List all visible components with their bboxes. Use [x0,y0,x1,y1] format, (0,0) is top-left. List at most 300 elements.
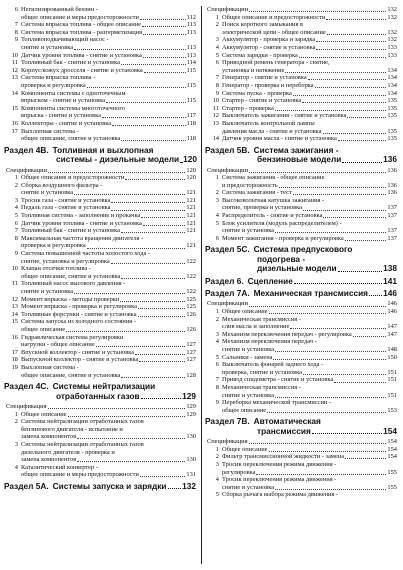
toc-entry[interactable] [4,250,196,258]
leader-dots [143,225,186,226]
page-number: 136 [387,189,397,197]
leader-dots [326,19,386,20]
page-number: 121 [186,212,196,220]
entry-title: Системы нейтрализации отработанных газов [21,418,144,426]
entry-title: Поиск короткого замыкания в [222,21,304,29]
page-number: 154 [383,425,397,436]
toc-entry[interactable] [4,456,196,464]
entry-number: 9 [215,89,219,97]
section-title-cont: трансмиссия [257,425,311,436]
entry-number: 15 [11,318,18,326]
toc-entry[interactable] [4,334,196,342]
section-title-cont: системы - дизельные модели [56,154,180,165]
toc-entry[interactable] [4,112,196,120]
page-number: 126 [186,325,196,333]
section-heading[interactable] [205,245,397,273]
page-number: 151 [387,391,397,399]
entry-title: Тросик газа - снятие и установка [21,196,111,204]
entry-number: 19 [11,363,18,371]
leader-dots [308,79,387,80]
leader-dots [312,433,382,434]
toc-entry[interactable] [4,403,196,411]
page-number: 121 [186,219,196,227]
entry-number: 13 [11,74,18,82]
section-heading[interactable] [4,382,196,401]
toc-entry[interactable] [4,449,196,457]
toc-entry[interactable] [4,273,196,281]
entry-number: 16 [11,333,18,341]
toc-entry[interactable] [205,235,397,243]
toc-entry[interactable] [4,189,196,197]
toc-entry[interactable] [205,197,397,205]
leader-dots [111,202,185,203]
leader-dots [290,328,386,329]
toc-entry[interactable] [4,197,196,205]
page-number: 126 [186,310,196,318]
entry-title: Распределитель - снятие и установка [222,212,323,220]
entry-number: 5 [14,212,18,220]
page-number: 130 [186,433,196,441]
leader-dots [68,416,186,417]
toc-entry[interactable] [4,105,196,113]
page-number: 147 [387,323,397,331]
toc-left-column [4,6,196,493]
entry-title: общее описание, снятие и установка [21,371,121,379]
entry-title: Системы нейтрализации отработанных газов [21,440,144,448]
entry-number: 10 [11,51,18,59]
toc-entry[interactable] [205,384,397,392]
toc-entry[interactable] [205,361,397,369]
page-number: 133 [387,51,397,59]
section-title: Системы запуска и зарядки [52,480,167,491]
entry-title: Выключатель фонарей заднего хода - [222,361,324,369]
toc-entry[interactable] [205,300,397,308]
entry-title: Стартер - проверка [222,104,274,112]
toc-entry[interactable] [4,318,196,326]
page-number: 132 [387,36,397,44]
page-number: 122 [186,288,196,295]
entry-number: 4 [215,43,219,51]
entry-title: Система запуска из холодного состояния - [21,318,136,326]
entry-title: проверка, снятие и установка [222,368,302,376]
entry-title: Механическая трансмиссия - [222,315,301,323]
leader-dots [180,162,182,163]
entry-number: 15 [11,104,18,112]
toc-entry[interactable] [205,453,397,461]
entry-title: Топливоподкачивающий насос - [21,36,109,44]
entry-number: 7 [215,74,219,82]
entry-number: 4 [215,476,219,484]
toc-entry[interactable] [205,308,397,316]
leader-dots [256,474,386,475]
leader-dots [275,489,386,490]
heading-line [205,289,397,298]
entry-title: Сальники - замена [222,353,273,361]
page-number: 122 [186,257,196,265]
toc-entry[interactable] [4,174,196,182]
toc-entry[interactable] [205,44,397,52]
toc-entry[interactable] [205,407,397,415]
toc-entry[interactable] [4,349,196,357]
entry-number: 7 [14,21,18,29]
page-number: 150 [387,353,397,361]
entry-title: Приводной ремень генератора - снятие, [222,59,330,67]
heading-line [205,264,397,273]
toc-entry[interactable] [4,296,196,304]
leader-dots [275,397,386,398]
entry-number: 4 [14,463,18,471]
toc-entry[interactable] [4,120,196,128]
toc-entry[interactable] [4,167,196,175]
entry-title: дизельного двигателя - проверка и [21,448,115,456]
entry-title: Спецификации [207,6,249,13]
entry-title: слив масла и заполнение [222,323,290,331]
toc-entry[interactable] [205,167,397,175]
toc-entry[interactable] [4,258,196,266]
leader-dots [338,271,383,272]
section-title-cont: бензиновые модели [257,154,342,165]
toc-entry[interactable] [4,97,196,105]
toc-entry[interactable] [205,484,397,492]
entry-title: Система впрыска топлива - разгерметизация [21,28,143,36]
entry-number: 9 [215,399,219,407]
page-number: 135 [387,135,397,143]
toc-entry[interactable] [4,212,196,220]
leader-dots [345,240,387,241]
entry-number: 12 [212,112,219,120]
entry-title: Топливный бак - снятие и установка [21,59,120,67]
entry-number: 14 [11,310,18,318]
entry-number: 3 [215,36,219,44]
leader-dots [142,26,186,27]
entry-number: 6 [215,59,219,67]
entry-title: Спецификации [207,166,249,174]
entry-title: проверка и регулировка [21,242,86,250]
entry-title: Момент зажигания - проверка и регулировка [222,234,344,242]
toc-entry[interactable] [4,74,196,82]
leader-dots [342,162,382,163]
toc-entry[interactable] [4,52,196,60]
leader-dots [111,263,186,264]
section-label: Раздел 5А. [4,480,49,491]
section-label: Раздел 5С. [205,244,250,255]
toc-entry[interactable] [205,438,397,446]
page-number: 121 [186,196,196,204]
toc-entry[interactable] [205,67,397,75]
toc-entry[interactable] [4,356,196,364]
entry-number: 18 [11,356,18,364]
entry-title: снятие и установка [222,227,275,235]
page-number: 148 [387,346,397,354]
leader-dots [293,95,387,96]
toc-entry[interactable] [205,476,397,484]
entry-number: 1 [215,308,219,316]
entry-title: Переборка механической трансмиссии - [222,399,332,407]
toc-entry[interactable] [205,29,397,37]
page-number: 134 [387,74,397,82]
entry-number: 9 [14,250,18,258]
toc-entry[interactable] [4,6,196,14]
entry-title: снятие и установка [21,288,74,295]
toc-entry[interactable] [205,204,397,212]
toc-entry[interactable] [4,135,196,143]
entry-number: 3 [14,196,18,204]
toc-entry[interactable] [4,280,196,288]
entry-number: 3 [215,330,219,338]
section-heading[interactable] [205,289,397,298]
page-number: 113 [186,21,196,29]
toc-entry[interactable] [4,59,196,67]
toc-entry[interactable] [4,433,196,441]
leader-dots [249,306,386,307]
entry-title: Система впрыска топлива - общее описание [21,21,141,29]
page-number: 128 [186,371,196,379]
toc-entry[interactable] [4,426,196,434]
page-number: 127 [186,341,196,349]
page-number: 151 [387,376,397,384]
leader-dots [140,19,186,20]
toc-entry[interactable] [4,90,196,98]
section-label: Раздел 7А. [205,288,250,299]
entry-title: Момент впрыска - проверка и регулировка [21,303,137,311]
leader-dots [77,461,185,462]
toc-entry[interactable] [4,82,196,90]
toc-entry[interactable] [205,128,397,136]
page-number: 136 [383,154,397,165]
toc-entry[interactable] [205,90,397,98]
toc-entry[interactable] [4,67,196,75]
toc-entry[interactable] [205,399,397,407]
entry-number: 16 [11,119,18,127]
entry-title: Датчик уровня топлива - снятие и установка [21,219,142,227]
toc-entry[interactable] [205,14,397,22]
section-label: Раздел 6. [205,275,244,286]
page-number: 146 [387,300,397,308]
entry-title: Фильтр трансмиссионной жидкости - замена [222,453,345,461]
entry-number: 10 [11,265,18,273]
leader-dots [74,49,186,50]
entry-number: 8 [14,28,18,36]
page-number: 120 [186,174,196,182]
entry-number: 11 [11,59,18,67]
section-heading[interactable] [205,146,397,165]
toc-entry[interactable] [205,316,397,324]
toc-entry[interactable] [4,44,196,52]
toc-entry[interactable] [205,376,397,384]
toc-entry[interactable] [4,36,196,44]
toc-entry[interactable] [4,418,196,426]
page-number: 138 [383,263,397,274]
page-number: 117 [186,112,196,120]
toc-entry[interactable] [205,135,397,143]
toc-entry[interactable] [4,441,196,449]
toc-entry[interactable] [205,220,397,228]
page-number: 136 [387,166,397,174]
toc-entry[interactable] [4,411,196,419]
entry-number: 11 [212,104,219,112]
entry-title: общее описание [21,325,66,333]
entry-title: снятие и установка [222,346,275,354]
toc-entry[interactable] [4,265,196,273]
entry-title: Стартер - снятие и установка [222,97,302,105]
leader-dots [323,217,386,218]
entry-number: 5 [215,491,219,499]
toc-entry[interactable] [4,128,196,136]
toc-entry[interactable] [4,326,196,334]
toc-entry[interactable] [4,311,196,319]
leader-dots [135,354,185,355]
entry-number: 2 [215,315,219,323]
toc-entry[interactable] [205,338,397,346]
entry-number: 17 [11,348,18,356]
entry-title: Блок усилителя (модуль распределителем) - [222,219,342,227]
toc-entry[interactable] [4,220,196,228]
toc-entry[interactable] [4,21,196,29]
toc-entry[interactable] [205,6,397,14]
page-number: 132 [387,13,397,21]
toc-entry[interactable] [205,105,397,113]
section-heading[interactable] [205,277,397,286]
entry-title: замена компонентов [21,456,77,464]
toc-entry[interactable] [4,372,196,380]
toc-entry[interactable] [205,182,397,190]
section-title: Система зажигания - [253,144,339,155]
leader-dots [269,451,387,452]
leader-dots [125,179,185,180]
toc-entry[interactable] [205,212,397,220]
toc-entry[interactable] [4,14,196,22]
leader-dots [316,41,386,42]
toc-entry[interactable] [4,242,196,250]
toc-entry[interactable] [205,469,397,477]
toc-entry[interactable] [205,21,397,29]
entry-number: 17 [11,127,18,135]
page-number: 121 [186,204,196,212]
toc-entry[interactable] [205,323,397,331]
toc-entry[interactable] [205,354,397,362]
toc-entry[interactable] [4,471,196,479]
toc-entry[interactable] [205,346,397,354]
page-number: 153 [387,406,397,414]
entry-title: снятие, проверка и установка [222,204,302,212]
leader-dots [369,295,382,296]
toc-entry[interactable] [205,112,397,120]
heading-line [4,392,196,401]
toc-entry[interactable] [205,189,397,197]
toc-entry[interactable] [4,204,196,212]
entry-title: Коллекторы - снятие и установка [21,119,112,127]
toc-entry[interactable] [205,392,397,400]
page-number: 118 [186,135,196,143]
entry-title: Момент впрыска - методы проверки [21,295,120,303]
toc-entry[interactable] [205,461,397,469]
toc-entry[interactable] [4,227,196,235]
section-heading[interactable] [205,417,397,436]
page-number: 132 [182,480,196,491]
page-number: 112 [186,13,196,21]
entry-title: Общее описание [21,410,67,418]
toc-entry[interactable] [205,97,397,105]
page-number: 113 [186,43,196,51]
heading-line [4,155,196,164]
entry-number: 13 [212,119,219,127]
entry-number: 4 [215,212,219,220]
toc-entry[interactable] [4,364,196,372]
entry-title: Топливный бак - снятие и установка [21,227,120,235]
toc-entry[interactable] [4,235,196,243]
toc-entry[interactable] [205,331,397,339]
toc-entry[interactable] [4,464,196,472]
leader-dots [121,140,185,141]
entry-number: 7 [14,227,18,235]
toc-entry[interactable] [4,29,196,37]
leader-dots [302,102,386,103]
section-heading[interactable] [4,482,196,491]
entry-title: электрической цепи - общее описание [222,28,326,36]
toc-entry[interactable] [205,36,397,44]
toc-entry[interactable] [205,59,397,67]
toc-entry[interactable] [205,491,397,499]
entry-number: 8 [215,384,219,391]
entry-title: Система повышенной частоты холостого хода - [21,250,151,258]
entry-title: и предосторожность [222,181,278,189]
toc-entry[interactable] [205,120,397,128]
section-heading[interactable] [4,146,196,165]
entry-title: общее описание и меры предосторожности [21,13,139,21]
section-title-cont: подогрева - [257,253,306,264]
entry-number: 5 [215,353,219,361]
entry-title: Педаль газа - снятие и установка [21,204,111,212]
toc-entry[interactable] [205,227,397,235]
entry-number: 2 [14,418,18,426]
toc-entry[interactable] [4,341,196,349]
leader-dots [87,87,186,88]
leader-dots [48,172,185,173]
toc-entry[interactable] [205,74,397,82]
leader-dots [353,336,387,337]
entry-title: Система зарядки - проверка [222,51,298,59]
leader-dots [121,64,186,65]
entry-title: Система пуска - проверка [222,89,292,97]
page-number: 132 [387,6,397,13]
toc-entry[interactable] [4,303,196,311]
entry-number: 7 [215,376,219,384]
entry-title: общее описание и меры предосторожности [21,471,139,479]
page-number: 141 [383,275,397,286]
toc-entry[interactable] [205,52,397,60]
section-label: Раздел 7В. [205,416,250,427]
toc-entry[interactable] [205,174,397,182]
heading-line [4,482,196,491]
leader-dots [141,398,182,399]
entry-title: замена компонентов [21,433,77,441]
entry-title: Впускной коллектор - снятие и установка [21,348,135,356]
leader-dots [316,49,386,50]
entry-title: Каталитический конвертер - [21,463,98,471]
toc-entry[interactable] [205,369,397,377]
section-title: Механическая трансмиссия [253,288,369,299]
toc-entry[interactable] [4,288,196,296]
entry-title: Выхлопная система - [21,127,79,135]
toc-entry[interactable] [205,82,397,90]
page-number: 131 [186,471,196,479]
toc-entry[interactable] [4,182,196,190]
entry-title: Общее описание и предосторожности [222,13,326,21]
toc-entry[interactable] [205,446,397,454]
leader-dots [138,308,185,309]
page-number: 130 [186,456,196,464]
section-title: Система предпускового [253,244,353,255]
